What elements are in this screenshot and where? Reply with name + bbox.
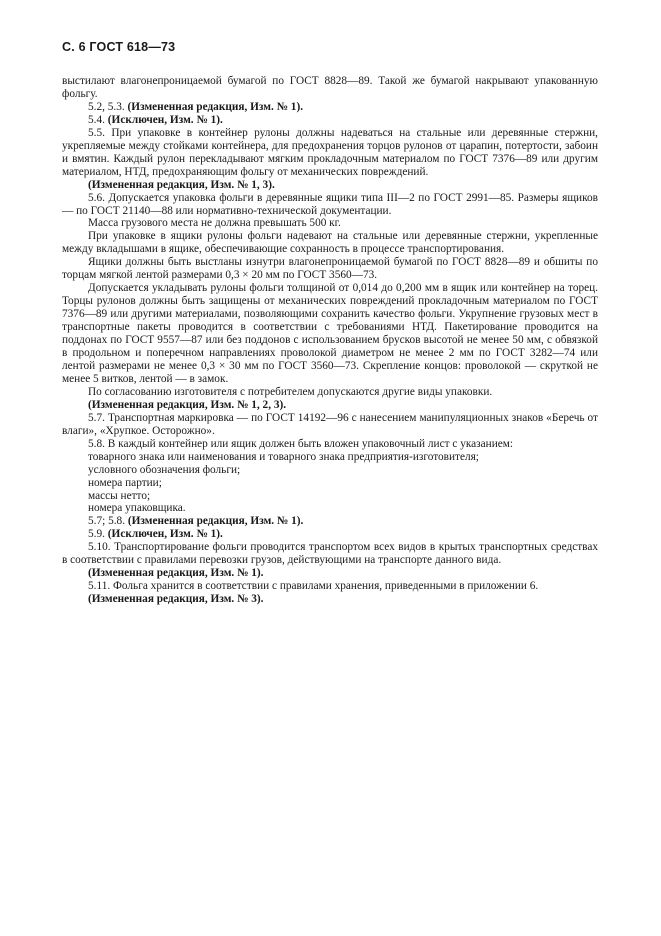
amendment-note: (Измененная редакция, Изм. № 1). — [88, 567, 264, 580]
paragraph: При упаковке в ящики рулоны фольги надевают на стальные или деревянные стержни, укрепленные между вкладышами в ящике, обеспечивающие сохранность в процессе транспортирования. — [62, 230, 598, 256]
amendment-note: (Измененная редакция, Изм. № 3). — [88, 593, 264, 606]
paragraph: Масса грузового места не должна превышать 500 кг. — [88, 217, 341, 230]
paragraph: По согласованию изготовителя с потребителем допускаются другие виды упаковки. — [88, 385, 493, 398]
clause-5-8: 5.8. В каждый контейнер или ящик должен быть вложен упаковочный лист с указанием: — [88, 437, 514, 450]
excluded-note: 5.4. (Исключен, Изм. № 1). — [88, 113, 223, 126]
clause-5-11: 5.11. Фольга хранится в соответствии с правилами хранения, приведенными в приложении 6. — [88, 580, 539, 593]
amendment-note: (Измененная редакция, Изм. № 1, 3). — [88, 178, 275, 191]
list-item: номера упаковщика. — [88, 502, 186, 515]
list-item: условного обозначения фольги; — [88, 463, 241, 476]
paragraph: Допускается укладывать рулоны фольги толщиной от 0,014 до 0,200 мм в ящик или контейнер на торец. Торцы рулонов должны быть защищены от механических повреждений прокладочным материалом по ГОСТ 7376—89 или другими материалами, позволяющими сохранить качество фольги. Укрупнение грузовых мест в транспортные пакеты проводится в соответствии с требованиями НТД. Пакетирование проводится на поддонах по ГОСТ 9557—87 или без поддонов с использованием брусков высотой не менее 50 мм, с обвязкой в продольном и поперечном направлениях проволокой диаметром не менее 2 мм по ГОСТ 3282—74 или лентой размерами не менее 0,3 × 30 мм по ГОСТ 3560—73. Скрепление концов: проволокой — скруткой не менее 5 витков, лентой — в замок. — [62, 282, 598, 385]
clause-5-5: 5.5. При упаковке в контейнер рулоны должны надеваться на стальные или деревянные стержни, укрепляемые между стойками контейнера, для предохранения торцов рулонов от царапин, потертости, забоин и вмятин. Каждый рулон перекладывают мягким прокладочным материалом по ГОСТ 7376—89 или другим материалом, НТД, предохраняющим фольгу от механических повреждений. — [62, 126, 598, 178]
list-item: товарного знака или наименования и товарного знака предприятия-изготовителя; — [88, 450, 479, 463]
excluded-note: 5.9. (Исключен, Изм. № 1). — [88, 528, 223, 541]
amendment-note: 5.2, 5.3. (Измененная редакция, Изм. № 1). — [88, 100, 304, 113]
amendment-note: (Измененная редакция, Изм. № 1, 2, 3). — [88, 398, 287, 411]
clause-5-7: 5.7. Транспортная маркировка — по ГОСТ 14192—96 с нанесением манипуляционных знаков «Беречь от влаги», «Хрупкое. Осторожно». — [62, 411, 598, 437]
paragraph: Ящики должны быть выстланы изнутри влагонепроницаемой бумагой по ГОСТ 8828—89 и обшиты по торцам мягкой лентой размерами 0,3 × 20 мм по ГОСТ 3560—73. — [62, 256, 598, 282]
amendment-note: 5.7; 5.8. (Измененная редакция, Изм. № 1). — [88, 515, 304, 528]
paragraph-continuation: выстилают влагонепроницаемой бумагой по ГОСТ 8828—89. Такой же бумагой накрывают упакованную фольгу. — [62, 75, 598, 100]
page-header: С. 6 ГОСТ 618—73 — [62, 40, 176, 54]
clause-5-6: 5.6. Допускается упаковка фольги в деревянные ящики типа III—2 по ГОСТ 2991—85. Размеры ящиков — по ГОСТ 21140—88 или нормативно-технической документации. — [62, 191, 598, 217]
clause-5-10: 5.10. Транспортирование фольги проводится транспортом всех видов в крытых транспортных средствах в соответствии с правилами перевозки грузов, действующими на транспорте данного вида. — [62, 541, 598, 567]
list-item: массы нетто; — [88, 489, 151, 502]
list-item: номера партии; — [88, 476, 162, 489]
document-body — [62, 75, 598, 606]
